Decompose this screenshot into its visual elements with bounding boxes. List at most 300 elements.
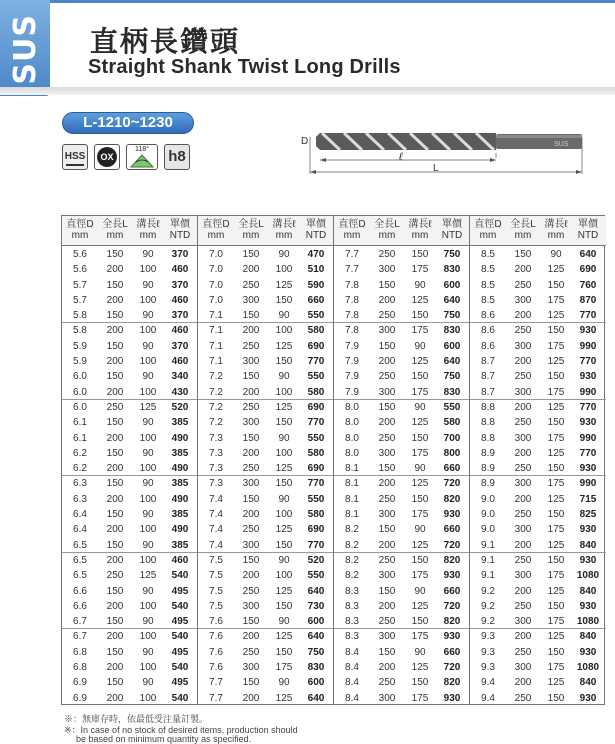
price-cell: 460: [171, 554, 189, 566]
price-cell: 770: [579, 310, 597, 322]
diameter-cell: 5.6: [73, 249, 87, 260]
header-label: 溝長ℓ: [544, 219, 568, 230]
diameter-cell: 7.5: [209, 600, 223, 612]
overall-length-cell: 250: [106, 401, 124, 413]
flute-length-cell: 175: [411, 570, 429, 582]
flute-length-cell: 90: [142, 616, 154, 628]
price-cell: 930: [579, 554, 597, 566]
price-cell: 490: [171, 463, 189, 475]
overall-length-cell: 200: [106, 631, 124, 643]
footnote-en-line1: ※：In case of no stock of desired items, production should: [64, 725, 298, 735]
flute-length-cell: 90: [414, 401, 426, 413]
flute-length-cell: 90: [550, 249, 562, 260]
diameter-cell: 9.0: [481, 509, 495, 521]
diameter-cell: 7.2: [209, 371, 223, 383]
table-header: [198, 216, 333, 246]
table-row: [198, 553, 333, 568]
table-row: [334, 492, 469, 507]
flute-length-cell: 100: [275, 264, 293, 276]
overall-length-cell: 300: [242, 478, 260, 490]
table-row: [470, 476, 606, 491]
table-row: [470, 507, 606, 522]
price-cell: 495: [171, 616, 189, 628]
diameter-cell: 6.5: [73, 539, 87, 551]
diameter-cell: 8.6: [481, 310, 495, 322]
table-row: [198, 278, 333, 293]
price-cell: 750: [307, 646, 325, 658]
table-row: [470, 599, 606, 614]
flute-length-cell: 125: [547, 401, 565, 413]
overall-length-cell: 150: [106, 340, 124, 352]
table-row: [62, 278, 197, 293]
price-cell: 840: [579, 585, 597, 597]
overall-length-cell: 200: [514, 585, 532, 597]
header-unit: mm: [242, 230, 260, 241]
price-cell: 580: [307, 325, 325, 337]
table-row: [470, 461, 606, 476]
price-cell: 385: [171, 539, 189, 551]
price-cell: 600: [307, 616, 325, 628]
flute-length-cell: 175: [411, 264, 429, 276]
flute-length-cell: 175: [411, 386, 429, 398]
price-cell: 340: [171, 371, 189, 383]
flute-length-cell: 175: [411, 509, 429, 521]
flute-length-cell: 90: [414, 463, 426, 475]
table-row: [470, 278, 606, 293]
table-row: [334, 278, 469, 293]
table-row: [62, 476, 197, 491]
tolerance-label: h8: [168, 148, 186, 165]
table-row: [62, 507, 197, 522]
price-cell: 640: [307, 692, 325, 704]
price-cell: 770: [579, 356, 597, 368]
overall-length-cell: 150: [106, 371, 124, 383]
diameter-cell: 8.3: [345, 616, 359, 628]
diameter-cell: 7.6: [209, 616, 223, 628]
price-cell: 990: [579, 478, 597, 490]
overall-length-cell: 250: [378, 310, 396, 322]
diameter-cell: 7.3: [209, 447, 223, 459]
diameter-cell: 8.1: [345, 478, 359, 490]
price-cell: 750: [443, 249, 461, 260]
price-cell: 540: [171, 570, 189, 582]
flute-length-cell: 150: [547, 646, 565, 658]
header-label: 溝長ℓ: [272, 219, 296, 230]
diameter-dim-label: D: [301, 136, 309, 147]
table-row: [470, 645, 606, 660]
diameter-cell: 7.1: [209, 325, 223, 337]
flute-length-cell: 150: [275, 417, 293, 429]
flute-length-cell: 90: [142, 646, 154, 658]
overall-length-cell: 200: [106, 692, 124, 704]
table-row: [198, 629, 333, 644]
price-cell: 730: [307, 600, 325, 612]
overall-length-cell: 150: [106, 646, 124, 658]
diameter-cell: 8.6: [481, 325, 495, 337]
header-label: 單價: [306, 219, 326, 230]
table-header: [470, 216, 606, 246]
overall-length-cell: 250: [242, 463, 260, 475]
overall-length-cell: 250: [378, 554, 396, 566]
diameter-cell: 9.3: [481, 646, 495, 658]
diameter-cell: 5.7: [73, 294, 87, 306]
table-row: [198, 262, 333, 277]
price-cell: 830: [443, 264, 461, 276]
flute-length-cell: 150: [547, 371, 565, 383]
price-cell: 825: [579, 509, 597, 521]
price-cell: 460: [171, 356, 189, 368]
diameter-cell: 7.9: [345, 356, 359, 368]
table-row: [334, 675, 469, 690]
overall-length-cell: 200: [242, 692, 260, 704]
price-cell: 770: [307, 478, 325, 490]
overall-length-cell: 200: [378, 294, 396, 306]
diameter-cell: 7.2: [209, 417, 223, 429]
oxide-coating-icon: [94, 144, 120, 170]
table-row: [470, 553, 606, 568]
price-cell: 840: [579, 677, 597, 689]
overall-length-cell: 150: [106, 585, 124, 597]
flute-length-cell: 150: [547, 325, 565, 337]
diameter-cell: 6.1: [73, 432, 87, 444]
table-row: [334, 629, 469, 644]
header-unit: mm: [106, 230, 124, 241]
flute-length-cell: 125: [547, 264, 565, 276]
price-cell: 770: [579, 447, 597, 459]
table-header-cell: [506, 219, 540, 241]
price-cell: 715: [579, 493, 597, 505]
flute-length-cell: 150: [411, 249, 429, 260]
flute-length-cell: 175: [411, 692, 429, 704]
diameter-cell: 6.2: [73, 463, 87, 475]
diameter-cell: 5.7: [73, 279, 87, 291]
table-row: [62, 415, 197, 430]
diameter-cell: 8.2: [345, 539, 359, 551]
table-row: [198, 645, 333, 660]
diameter-cell: 7.6: [209, 631, 223, 643]
table-row: [470, 262, 606, 277]
flute-length-cell: 100: [139, 432, 157, 444]
flute-length-cell: 100: [275, 447, 293, 459]
diameter-cell: 7.0: [209, 249, 223, 260]
flute-length-cell: 100: [139, 600, 157, 612]
diameter-cell: 8.0: [345, 447, 359, 459]
overall-length-cell: 300: [378, 509, 396, 521]
hss-material-icon: [62, 144, 88, 170]
diameter-cell: 8.6: [481, 340, 495, 352]
point-angle-label: 118°: [135, 146, 149, 153]
price-cell: 550: [307, 432, 325, 444]
table-row: [470, 369, 606, 384]
overall-length-cell: 250: [514, 463, 532, 475]
overall-length-cell: 200: [242, 386, 260, 398]
overall-length-cell: 150: [242, 677, 260, 689]
price-cell: 1080: [576, 570, 600, 582]
table-row: [62, 262, 197, 277]
diameter-cell: 7.3: [209, 478, 223, 490]
flute-length-cell: 125: [275, 524, 293, 536]
overall-length-cell: 150: [378, 524, 396, 536]
diameter-cell: 7.4: [209, 524, 223, 536]
flute-length-cell: 125: [547, 447, 565, 459]
price-cell: 660: [443, 463, 461, 475]
table-row: [62, 629, 197, 644]
header-label: 直徑D: [474, 219, 502, 230]
table-row: [470, 629, 606, 644]
diameter-cell: 8.8: [481, 417, 495, 429]
header-unit: mm: [207, 230, 225, 241]
flute-length-cell: 90: [142, 509, 154, 521]
flute-length-cell: 90: [142, 677, 154, 689]
price-cell: 660: [307, 294, 325, 306]
table-row: [62, 522, 197, 537]
table-row: [334, 645, 469, 660]
table-row: [198, 339, 333, 354]
diameter-cell: 9.4: [481, 677, 495, 689]
overall-length-cell: 300: [378, 631, 396, 643]
price-cell: 590: [307, 279, 325, 291]
flute-length-cell: 125: [411, 662, 429, 674]
table-header-cell: [64, 219, 96, 241]
table-row: [334, 553, 469, 568]
header-label: 直徑D: [202, 219, 230, 230]
diameter-cell: 7.7: [345, 249, 359, 260]
table-row: [198, 247, 333, 262]
overall-length-cell: 200: [106, 493, 124, 505]
flute-length-cell: 150: [275, 646, 293, 658]
price-cell: 720: [443, 600, 461, 612]
diameter-cell: 8.7: [481, 371, 495, 383]
table-row: [470, 323, 606, 338]
overall-length-dim-label: L: [433, 163, 439, 174]
flute-length-cell: 125: [275, 340, 293, 352]
overall-length-cell: 300: [378, 570, 396, 582]
price-cell: 550: [307, 493, 325, 505]
overall-length-cell: 300: [514, 294, 532, 306]
diameter-cell: 8.3: [345, 631, 359, 643]
flute-length-cell: 90: [414, 585, 426, 597]
overall-length-cell: 250: [514, 371, 532, 383]
header-label: 全長L: [374, 219, 400, 230]
diameter-cell: 9.1: [481, 570, 495, 582]
header-unit: mm: [71, 230, 89, 241]
diameter-cell: 7.4: [209, 493, 223, 505]
diameter-cell: 7.9: [345, 340, 359, 352]
ox-label: OX: [97, 147, 117, 167]
overall-length-cell: 200: [242, 447, 260, 459]
flute-length-cell: 90: [278, 616, 290, 628]
diameter-cell: 8.8: [481, 401, 495, 413]
table-row: [198, 385, 333, 400]
table-row: [334, 354, 469, 369]
overall-length-cell: 250: [242, 646, 260, 658]
diameter-cell: 6.5: [73, 570, 87, 582]
table-header-cell: [268, 219, 300, 241]
overall-length-cell: 200: [106, 432, 124, 444]
diameter-cell: 6.1: [73, 417, 87, 429]
flute-length-cell: 175: [411, 447, 429, 459]
diameter-cell: 9.3: [481, 662, 495, 674]
flute-length-cell: 125: [411, 539, 429, 551]
table-row: [62, 584, 197, 599]
overall-length-cell: 250: [242, 585, 260, 597]
overall-length-cell: 250: [378, 677, 396, 689]
diameter-cell: 8.5: [481, 279, 495, 291]
flute-length-cell: 100: [139, 493, 157, 505]
header-unit: mm: [479, 230, 497, 241]
diameter-cell: 7.5: [209, 570, 223, 582]
flute-length-cell: 125: [547, 677, 565, 689]
price-cell: 640: [579, 249, 597, 260]
table-row: [470, 247, 606, 262]
diameter-cell: 5.9: [73, 356, 87, 368]
flute-length-cell: 150: [275, 600, 293, 612]
price-cell: 820: [443, 554, 461, 566]
table-body: [470, 247, 606, 706]
overall-length-cell: 200: [514, 264, 532, 276]
diameter-cell: 7.4: [209, 539, 223, 551]
diameter-cell: 6.8: [73, 646, 87, 658]
flute-length-cell: 90: [142, 417, 154, 429]
price-cell: 430: [171, 386, 189, 398]
price-cell: 550: [307, 371, 325, 383]
flute-length-cell: 100: [139, 662, 157, 674]
diameter-cell: 6.0: [73, 386, 87, 398]
flute-length-cell: 90: [142, 371, 154, 383]
overall-length-cell: 200: [378, 600, 396, 612]
overall-length-cell: 200: [106, 463, 124, 475]
table-row: [198, 675, 333, 690]
diameter-cell: 8.2: [345, 524, 359, 536]
price-cell: 660: [443, 524, 461, 536]
overall-length-cell: 250: [514, 692, 532, 704]
diameter-cell: 6.5: [73, 554, 87, 566]
flute-length-cell: 90: [414, 340, 426, 352]
flute-length-cell: 175: [547, 616, 565, 628]
top-accent-line: [50, 0, 615, 3]
table-row: [470, 415, 606, 430]
price-cell: 600: [443, 279, 461, 291]
diameter-cell: 8.4: [345, 646, 359, 658]
table-row: [198, 568, 333, 583]
flute-length-cell: 150: [275, 478, 293, 490]
price-cell: 720: [443, 662, 461, 674]
flute-length-cell: 90: [142, 478, 154, 490]
table-row: [62, 645, 197, 660]
header-unit: mm: [275, 230, 293, 241]
price-cell: 580: [307, 509, 325, 521]
overall-length-cell: 150: [106, 478, 124, 490]
svg-text:SUS: SUS: [554, 141, 569, 148]
table-header-cell: [404, 219, 436, 241]
price-cell: 700: [443, 432, 461, 444]
table-row: [198, 308, 333, 323]
diameter-cell: 6.3: [73, 493, 87, 505]
price-cell: 580: [443, 417, 461, 429]
price-cell: 490: [171, 432, 189, 444]
diameter-cell: 7.9: [345, 371, 359, 383]
price-cell: 510: [307, 264, 325, 276]
table-row: [62, 431, 197, 446]
overall-length-cell: 200: [242, 570, 260, 582]
flute-length-cell: 175: [547, 662, 565, 674]
overall-length-cell: 300: [514, 616, 532, 628]
price-cell: 930: [579, 524, 597, 536]
price-cell: 520: [307, 554, 325, 566]
flute-length-cell: 150: [547, 600, 565, 612]
table-row: [334, 385, 469, 400]
header-unit: NTD: [169, 230, 191, 241]
table-row: [62, 614, 197, 629]
footnote-en-line2: be based on minimum quantity as specified.: [76, 734, 252, 744]
price-cell: 640: [443, 294, 461, 306]
table-row: [198, 522, 333, 537]
price-cell: 640: [307, 631, 325, 643]
overall-length-cell: 200: [514, 539, 532, 551]
flute-length-cell: 90: [278, 677, 290, 689]
flute-length-cell: 100: [139, 294, 157, 306]
price-cell: 495: [171, 646, 189, 658]
overall-length-cell: 200: [514, 631, 532, 643]
price-cell: 770: [579, 401, 597, 413]
overall-length-cell: 250: [378, 371, 396, 383]
header-unit: NTD: [305, 230, 327, 241]
overall-length-cell: 200: [106, 662, 124, 674]
overall-length-cell: 300: [514, 478, 532, 490]
diameter-cell: 9.0: [481, 524, 495, 536]
flute-length-cell: 175: [411, 325, 429, 337]
header-unit: mm: [411, 230, 429, 241]
diameter-cell: 9.1: [481, 554, 495, 566]
diameter-cell: 6.0: [73, 371, 87, 383]
price-cell: 600: [443, 340, 461, 352]
price-cell: 930: [579, 371, 597, 383]
price-cell: 930: [443, 631, 461, 643]
price-cell: 640: [307, 585, 325, 597]
table-row: [198, 476, 333, 491]
overall-length-cell: 250: [514, 646, 532, 658]
flute-length-cell: 175: [547, 386, 565, 398]
flute-length-cell: 100: [275, 386, 293, 398]
overall-length-cell: 250: [242, 401, 260, 413]
price-cell: 990: [579, 432, 597, 444]
flute-length-cell: 125: [411, 417, 429, 429]
flute-length-cell: 125: [139, 401, 157, 413]
price-cell: 690: [307, 524, 325, 536]
overall-length-cell: 200: [514, 677, 532, 689]
diameter-cell: 7.7: [345, 264, 359, 276]
table-row: [198, 614, 333, 629]
overall-length-cell: 200: [514, 493, 532, 505]
flute-length-cell: 125: [547, 539, 565, 551]
diameter-cell: 6.8: [73, 662, 87, 674]
table-row: [470, 675, 606, 690]
header-unit: mm: [547, 230, 565, 241]
price-cell: 600: [307, 677, 325, 689]
price-cell: 930: [579, 417, 597, 429]
flute-length-cell: 150: [411, 371, 429, 383]
flute-length-cell: 90: [278, 493, 290, 505]
table-row: [334, 446, 469, 461]
table-row: [470, 522, 606, 537]
price-cell: 990: [579, 340, 597, 352]
flute-length-cell: 150: [547, 279, 565, 291]
table-row: [62, 599, 197, 614]
table-row: [198, 431, 333, 446]
diameter-cell: 6.9: [73, 692, 87, 704]
price-cell: 930: [579, 646, 597, 658]
price-cell: 540: [171, 600, 189, 612]
